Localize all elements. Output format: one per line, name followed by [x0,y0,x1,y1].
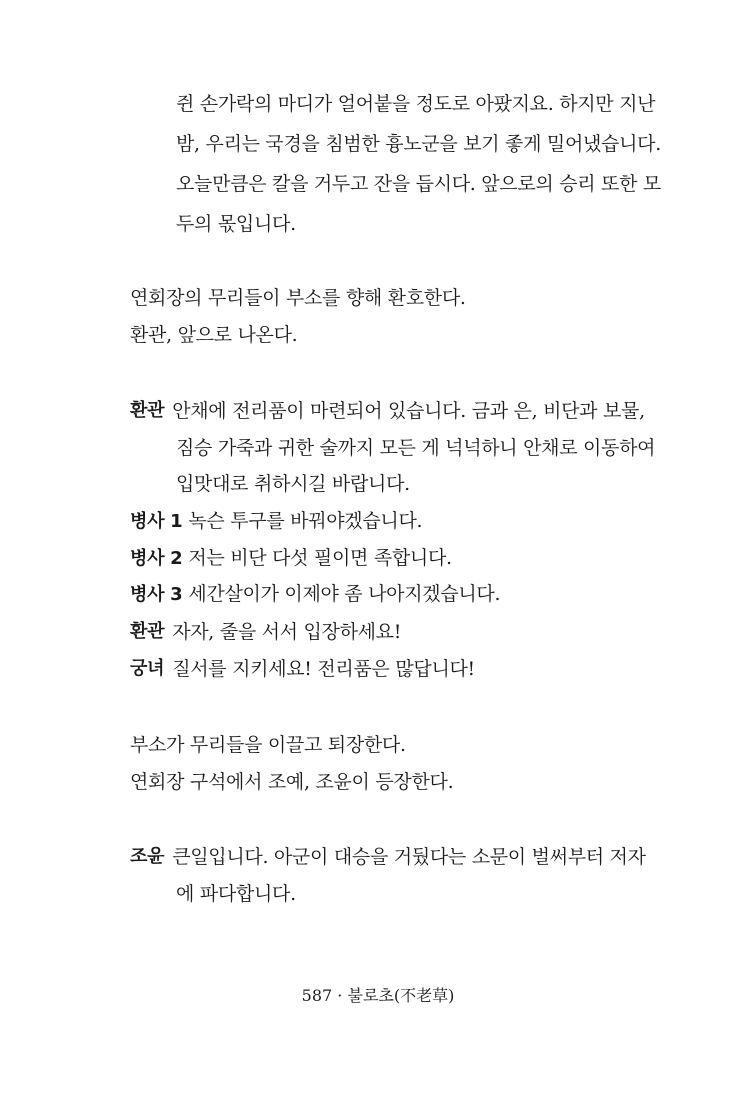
speech-line: 밤, 우리는 국경을 침범한 흉노군을 보기 좋게 밀어냈습니다. [176,133,661,155]
speech-line: 오늘만큼은 칼을 거두고 잔을 듭시다. 앞으로의 승리 또한 모 [176,173,661,195]
dialogue-line [130,397,645,425]
dialogue-continuation: 입맛대로 취하시길 바랍니다. [176,473,410,495]
dialogue-text: 큰일입니다. 아군이 대승을 거뒀다는 소문이 벌써부터 저자 [172,846,646,868]
stage-direction: 연회장 구석에서 조예, 조윤이 등장한다. [130,771,454,793]
dialogue-continuation: 짐승 가죽과 귀한 술까지 모든 게 넉넉하니 안채로 이동하여 [176,437,656,459]
dialogue-line [130,507,422,536]
speech-line: 두의 몫입니다. [176,213,296,235]
page-number: 587 [301,986,333,1005]
page-footer [0,983,756,1006]
speaker-name: 병사 1 [130,511,183,532]
dialogue-text: 자자, 줄을 서서 입장하세요! [172,621,402,643]
dialogue-line [130,843,646,871]
dialogue-text: 저는 비단 다섯 필이면 족합니다. [188,547,452,569]
book-title: 불로초(不老草) [347,986,455,1005]
speaker-name: 조윤 [130,846,165,867]
speaker-name: 환관 [130,621,165,642]
dialogue-continuation: 에 파다합니다. [176,883,296,905]
speaker-name: 환관 [130,400,165,421]
stage-direction: 환관, 앞으로 나온다. [130,324,298,346]
stage-direction: 연회장의 무리들이 부소를 향해 환호한다. [130,287,466,309]
stage-direction: 부소가 무리들을 이끌고 퇴장한다. [130,734,406,756]
dialogue-text: 녹슨 투구를 바꿔야겠습니다. [188,510,423,532]
speaker-name: 병사 3 [130,584,183,605]
dialogue-text: 안채에 전리품이 마련되어 있습니다. 금과 은, 비단과 보물, [172,400,645,422]
speech-line: 쥔 손가락의 마디가 얼어붙을 정도로 아팠지요. 하지만 지난 [176,93,656,115]
dialogue-line [130,544,452,573]
footer-separator: · [337,986,343,1005]
dialogue-text: 세간살이가 이제야 좀 나아지겠습니다. [188,583,501,605]
speaker-name: 병사 2 [130,548,183,569]
dialogue-line [130,655,475,683]
dialogue-text: 질서를 지키세요! 전리품은 많답니다! [172,658,475,680]
dialogue-line [130,618,401,646]
dialogue-line [130,580,500,609]
speaker-name: 궁녀 [130,658,165,679]
